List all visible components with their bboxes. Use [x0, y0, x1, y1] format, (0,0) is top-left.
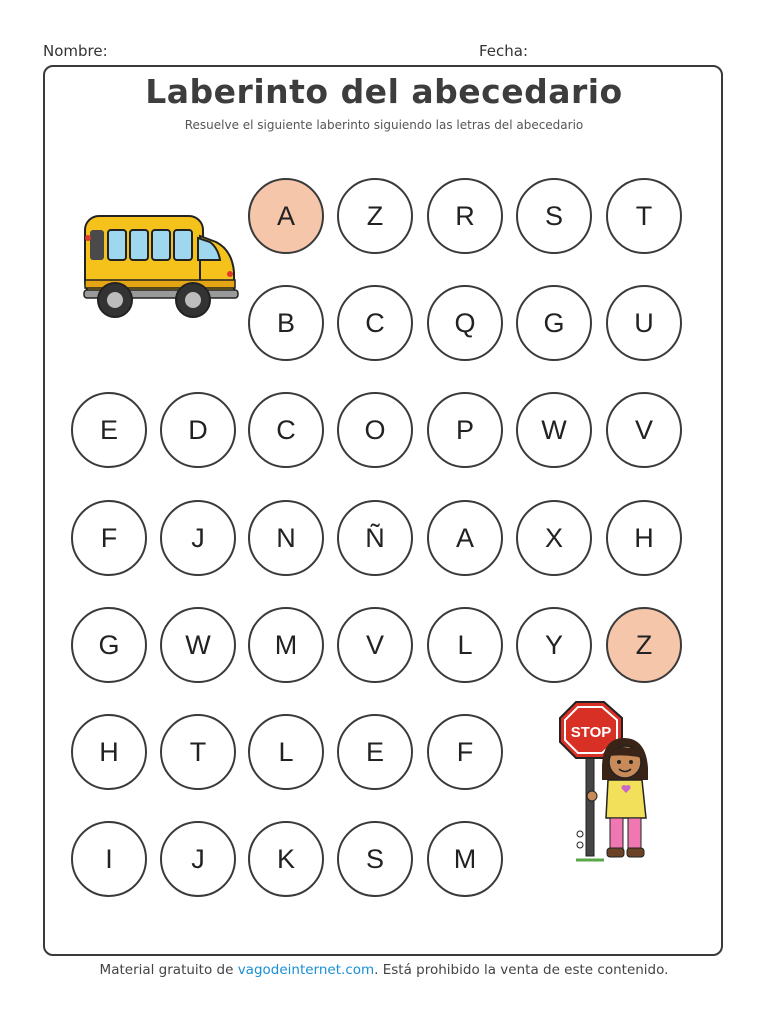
maze-letter-circle: Q [427, 285, 503, 361]
maze-letter-circle: C [337, 285, 413, 361]
maze-letter-circle: P [427, 392, 503, 468]
maze-letter-circle: B [248, 285, 324, 361]
maze-letter-circle: E [337, 714, 413, 790]
maze-letter-circle: N [248, 500, 324, 576]
date-label: Fecha: [479, 42, 529, 60]
school-bus-illustration [82, 208, 240, 320]
maze-letter-circle: J [160, 821, 236, 897]
maze-letter-circle: C [248, 392, 324, 468]
maze-letter-circle: W [516, 392, 592, 468]
maze-letter-circle: F [427, 714, 503, 790]
maze-letter-circle: M [427, 821, 503, 897]
maze-letter-circle: Y [516, 607, 592, 683]
footer-notice [0, 962, 768, 978]
maze-letter-circle: J [160, 500, 236, 576]
maze-letter-circle: A [427, 500, 503, 576]
maze-letter-circle: H [606, 500, 682, 576]
maze-letter-circle: U [606, 285, 682, 361]
maze-letter-circle: H [71, 714, 147, 790]
maze-letter-circle: Ñ [337, 500, 413, 576]
maze-end-circle: Z [606, 607, 682, 683]
maze-letter-circle: R [427, 178, 503, 254]
maze-letter-circle: T [606, 178, 682, 254]
maze-letter-circle: G [71, 607, 147, 683]
girl-with-stop-sign-illustration [556, 700, 656, 864]
maze-letter-circle: Z [337, 178, 413, 254]
page-subtitle: Resuelve el siguiente laberinto siguiendo las letras del abecedario [184, 118, 584, 132]
footer-suffix: . Está prohibido la venta de este contenido. [374, 962, 669, 978]
maze-letter-circle: S [337, 821, 413, 897]
maze-letter-circle: M [248, 607, 324, 683]
maze-letter-circle: E [71, 392, 147, 468]
maze-letter-circle: V [337, 607, 413, 683]
stop-sign-text: STOP [570, 724, 612, 741]
maze-letter-circle: G [516, 285, 592, 361]
maze-letter-circle: D [160, 392, 236, 468]
maze-letter-circle: O [337, 392, 413, 468]
page-title: Laberinto del abecedario [145, 72, 623, 111]
maze-letter-circle: T [160, 714, 236, 790]
name-label: Nombre: [43, 42, 108, 60]
maze-letter-circle: L [248, 714, 324, 790]
maze-letter-circle: S [516, 178, 592, 254]
footer-link[interactable]: vagodeinternet.com [237, 962, 375, 978]
maze-letter-circle: F [71, 500, 147, 576]
maze-letter-circle: I [71, 821, 147, 897]
maze-letter-circle: K [248, 821, 324, 897]
footer-prefix: Material gratuito de [99, 962, 238, 978]
maze-start-circle: A [248, 178, 324, 254]
maze-letter-circle: L [427, 607, 503, 683]
maze-letter-circle: X [516, 500, 592, 576]
maze-letter-circle: V [606, 392, 682, 468]
maze-letter-circle: W [160, 607, 236, 683]
